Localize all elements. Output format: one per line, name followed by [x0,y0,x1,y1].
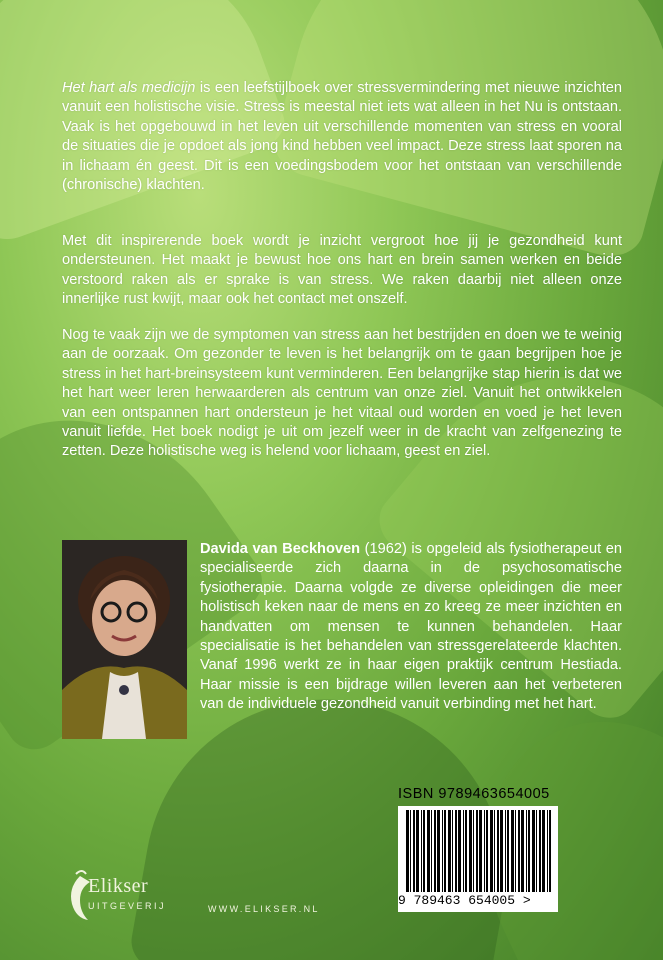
paragraph-2-text: Met dit inspirerende boek wordt je inzicht vergroot hoe jij je gezondheid kunt ondersteunen. Het maakt je bewust hoe ons hart en brein samen werken en beide verstoord raken als er sprake is van stress. We raken daarbij niet alleen onze innerlijke rust kwijt, maar ook het contact met onszelf. [62,233,622,308]
isbn-label: ISBN 9789463654005 [398,786,550,802]
author-name: Davida van Beckhoven [200,541,361,557]
description-paragraph-1 [62,79,622,195]
book-title-inline: Het hart als medicijn [62,80,196,96]
description-paragraph-3 [62,326,622,462]
description-paragraph-2 [62,232,622,310]
paragraph-1-text: is een leefstijlboek over stressvermindering met nieuwe inzichten vanuit een holistische visie. Stress is meestal niet iets wat alleen in het Nu is ontstaan. Vaak is het opgebouwd in het leven uit verschillende momenten van stress en vooral de situaties die je opdoet als jong kind hebben veel impact. Deze stress laat sporen na in lichaam én geest. Dit is een voedingsbodem voor het ontstaan van verschillende (chronische) klachten. [62,80,622,194]
publisher-website: WWW.ELIKSER.NL [208,904,320,914]
author-bio-text: (1962) is opgeleid als fysiotherapeut en specialiseerde zich daarna in de psychosomatische fysiotherapie. Daarna volgde ze diverse opleidingen die meer holistisch keken naar de mens en zo kreeg ze meer inzichten en handvatten om mensen te kunnen behandelen. Haar specialisatie is het behandelen van stressgerelateerde klachten. Vanaf 1996 werkt ze in haar eigen praktijk centrum Hestiada. Haar missie is een bijdrage willen leveren aan het verbeteren van de individuele gezondheid vanuit verbinding met het hart. [200,541,623,713]
paragraph-3-text: Nog te vaak zijn we de symptomen van stress aan het bestrijden en doen we te weinig aan de oorzaak. Om gezonder te leven is het belangrijk om te gaan begrijpen hoe je stress in het hart-breinsysteem kunt verminderen. Een belangrijke stap hierin is dat we het hart weer leren herwaarderen als centrum van onze ziel. Vanuit het ontwikkelen van een ontspannen hart ondersteun je het vitaal oud worden en voed je het leven vanuit liefde. Het boek nodigt je uit om jezelf weer in de kracht van zelfgenezing te zetten. Deze holistische weg is helend voor lichaam, geest en ziel. [62,327,622,460]
publisher-name: Elikser [88,875,149,897]
author-bio [200,540,622,715]
author-photo [62,540,187,739]
barcode-digits: 9 789463 654005 > [398,893,531,908]
publisher-subtitle: UITGEVERIJ [88,901,167,911]
